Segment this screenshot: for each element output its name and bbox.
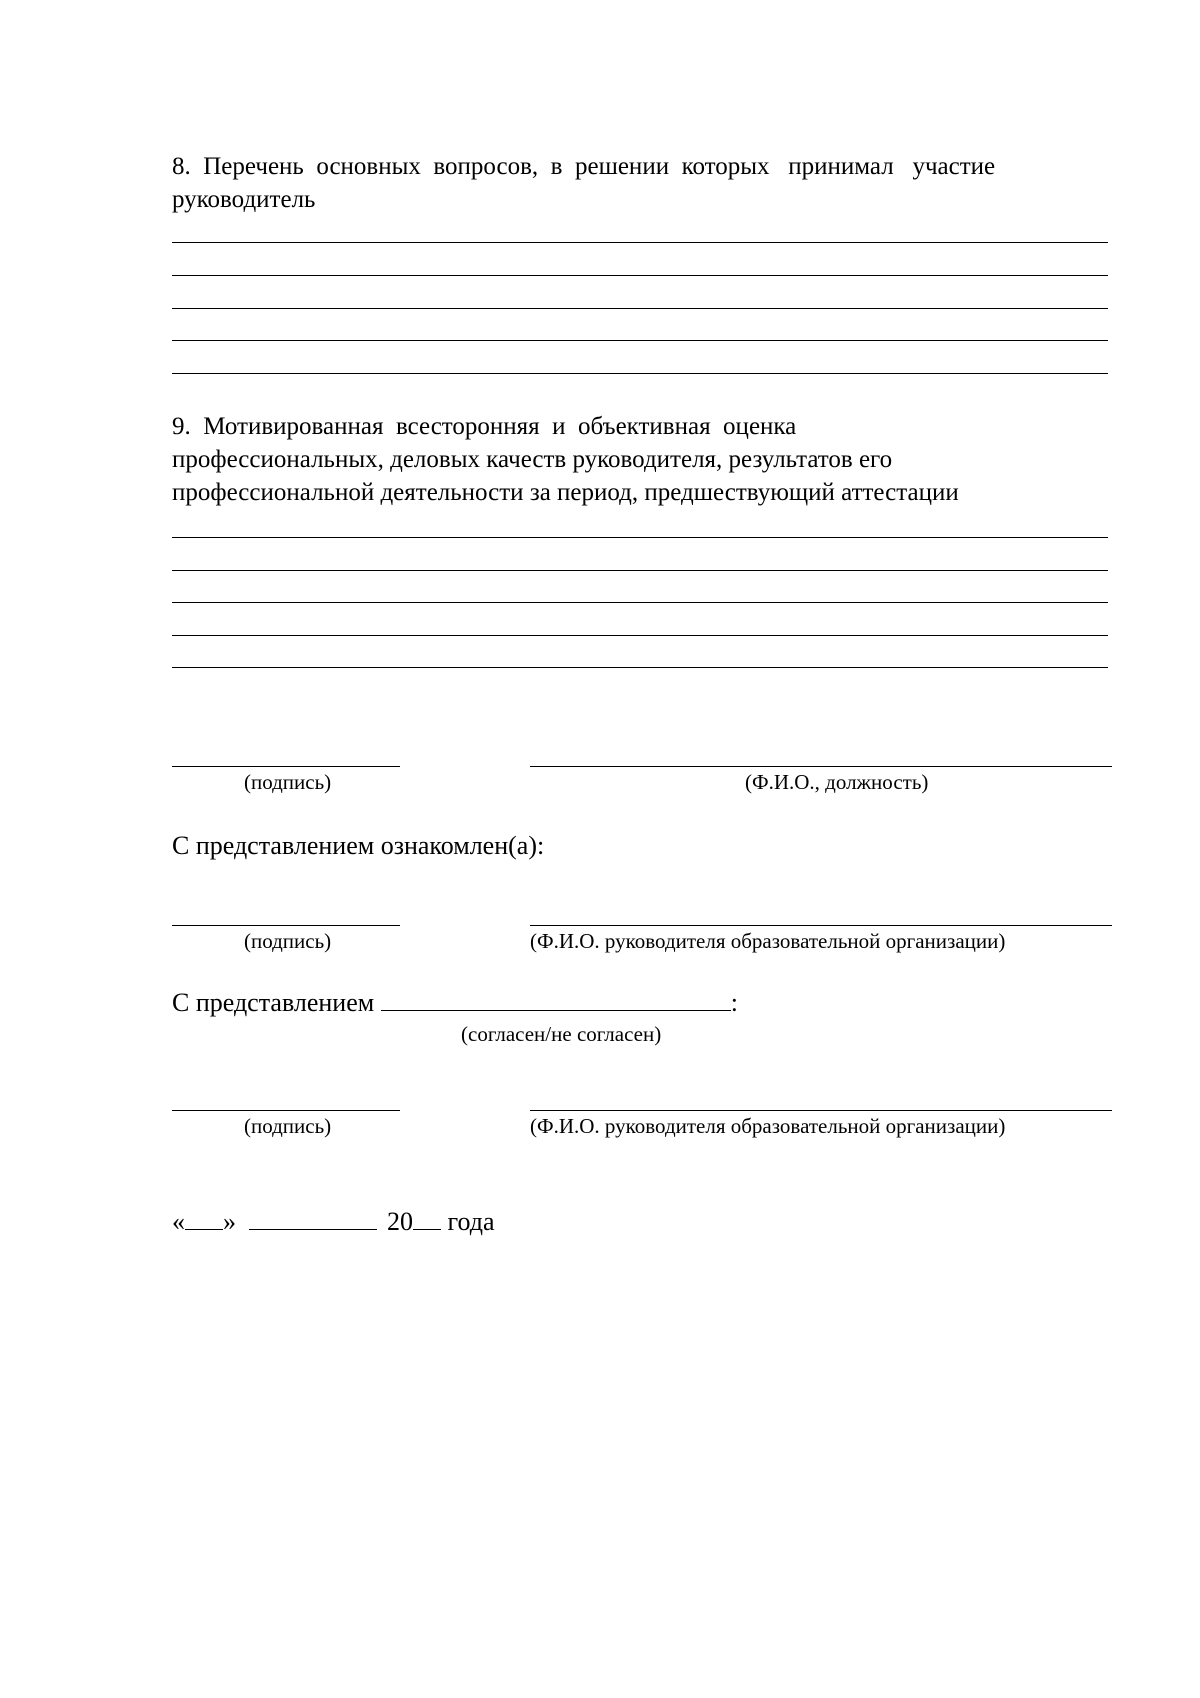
date-century: 20 <box>387 1207 413 1236</box>
agreement-colon: : <box>730 988 738 1017</box>
signature-1-sign-line[interactable] <box>172 766 400 767</box>
agreement-name-line[interactable] <box>530 1110 1112 1111</box>
acquainted-sign-line[interactable] <box>172 925 400 926</box>
signature-1-name-caption: (Ф.И.О., должность) <box>745 770 929 794</box>
signature-1-sign-caption: (подпись) <box>244 770 332 794</box>
section-8-answer-line-3[interactable] <box>172 308 1108 309</box>
section-8-answer-line-4[interactable] <box>172 340 1108 341</box>
section-9-line-3: профессиональной деятельности за период, предшествующий аттестации <box>172 479 959 506</box>
acquainted-name-line[interactable] <box>530 925 1112 926</box>
date-day-blank[interactable] <box>185 1228 223 1230</box>
acquainted-label: С представлением ознакомлен(а): <box>172 831 545 860</box>
date-row <box>172 1207 495 1237</box>
agreement-sign-caption: (подпись) <box>244 1114 332 1138</box>
section-8-line-1: 8. Перечень основных вопросов, в решении которых принимал участие <box>172 153 996 180</box>
section-8-heading <box>172 150 995 216</box>
section-8-line-2: руководитель <box>172 186 316 213</box>
agreement-caption: (согласен/не согласен) <box>461 1022 662 1046</box>
agreement-name-caption: (Ф.И.О. руководителя образовательной организации) <box>530 1114 1006 1138</box>
section-8-answer-line-1[interactable] <box>172 242 1108 243</box>
date-open-quote: « <box>172 1207 185 1236</box>
date-close-quote: » <box>223 1207 236 1236</box>
date-month-blank[interactable] <box>249 1228 377 1230</box>
section-9-answer-line-1[interactable] <box>172 537 1108 538</box>
agreement-blank[interactable] <box>381 1009 731 1011</box>
section-8-answer-line-5[interactable] <box>172 373 1108 374</box>
acquainted-name-caption: (Ф.И.О. руководителя образовательной организации) <box>530 929 1006 953</box>
date-year-blank[interactable] <box>413 1228 441 1230</box>
acquainted-sign-caption: (подпись) <box>244 929 332 953</box>
section-8-answer-line-2[interactable] <box>172 275 1108 276</box>
section-9-answer-line-2[interactable] <box>172 570 1108 571</box>
section-9-line-2: профессиональных, деловых качеств руководителя, результатов его <box>172 446 893 473</box>
agreement-row <box>172 988 738 1018</box>
agreement-sign-line[interactable] <box>172 1110 400 1111</box>
signature-1-name-line[interactable] <box>530 766 1112 767</box>
section-9-heading <box>172 410 959 509</box>
section-9-line-1: 9. Мотивированная всесторонняя и объективная оценка <box>172 413 797 440</box>
date-year-word: года <box>447 1207 495 1236</box>
agreement-label: С представлением <box>172 988 375 1017</box>
section-9-answer-line-3[interactable] <box>172 602 1108 603</box>
section-9-answer-line-4[interactable] <box>172 635 1108 636</box>
section-9-answer-line-5[interactable] <box>172 667 1108 668</box>
